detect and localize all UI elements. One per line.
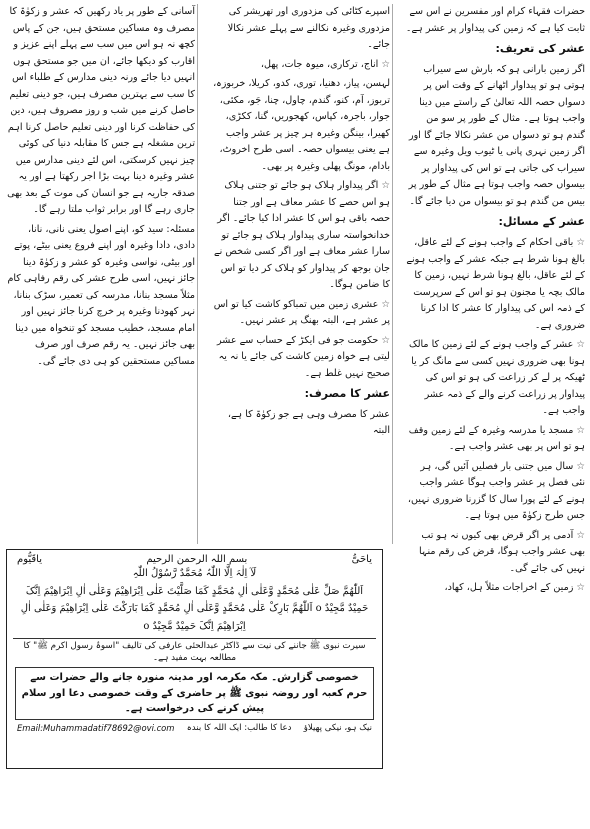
column-right: [405, 4, 585, 600]
bismillah-label: بسم اللہ الرحمن الرحیم: [146, 554, 248, 565]
issue-item: ☆ مسجد یا مدرسہ وغیرہ کے لئے زمین وقف ہو تو اس پر بھی عشر واجب ہے۔: [408, 424, 585, 453]
issue-item: ☆ سال میں جتنی بار فصلیں آئیں گی، ہر نئی فصل پر عشر واجب ہوگا عشر واجب ہونے کے لئے پورا سال کا گزرنا ضروری نہیں، جس طرح زکوٰۃ میں ہوتا ہے۔: [407, 460, 585, 522]
box-header: [7, 550, 382, 565]
crops-paragraph: لہسن، پیاز، دھنیا، توری، کدو، کریلا، خربوزہ، تربوز، آم، کنو، گندم، چاول، چنا، جَو، مکئی، جوار، باجرہ، کپاس، کھجوریں، گنا، ککڑی، کھیرا، بینگن وغیرہ ہر چیز پر عشر واجب ہے یعنی بیسواں حصہ۔ اسی طرح اخروٹ، بادام، مونگ پھلی وغیرہ پر بھی۔: [213, 78, 390, 172]
star-icon: ☆: [573, 237, 585, 249]
star-icon: ☆: [378, 180, 390, 191]
reference-note: سیرت نبوی ﷺ جاننے کی نیت سے ڈاکٹر عبدالحئی عارفی کی تالیف "اسوۂ رسول اکرم ﷺ" کا مطالعہ بہت مفید ہے۔: [13, 638, 376, 663]
column-divider: [392, 4, 393, 544]
recipients-paragraph: عشر کا مصرف وہی ہے جو زکوٰۃ کا ہے، البتہ: [227, 408, 390, 437]
intro-paragraph: حضرات فقہاء کرام اور مفسرین نے اس سے ثابت کیا ہے کہ زمین کی پیداوار پر عشر ہے۔: [405, 6, 585, 34]
slogan-text: نیک ہو، نیکی پھیلاؤ: [303, 722, 372, 733]
star-icon: ☆: [573, 424, 585, 436]
issue-item: ☆ باقی احکام کے واجب ہونے کے لئے عاقل، بالغ ہونا شرط ہے جبکہ عشر کے واجب ہونے کے لئے عاقل، بالغ ہونا شرط نہیں، زمین کا مالک بچہ یا مجنون ہو تو اس کے سرپرست کے ذمہ اس کی پیداوار کا عشر کا ادا کرنا ضروری ہے۔: [406, 237, 585, 331]
ya-hayyu-label: یاحَیُّ: [351, 554, 372, 565]
box-footer: [7, 720, 382, 733]
heading-definition: عشر کی تعریف:: [495, 42, 585, 55]
special-request: خصوصی گزارش۔ مکہ مکرمہ اور مدینہ منورہ جانے والے حضرات سے حرم کعبہ اور روضہ نبوی ﷺ پر حاضری کے وقت خصوصی دعا اور سلام پیش کرنے کی درخواست ہے۔: [15, 667, 374, 720]
star-icon: ☆: [378, 298, 390, 310]
star-icon: ☆: [378, 334, 390, 346]
masala-paragraph: مسئلہ: سید کو، اپنے اصول یعنی نانی، نانا، دادی، دادا وغیرہ اور اپنے فروع یعنی بیٹے، پوتے اور بیٹی، نواسی وغیرہ کو عشر و زکوٰۃ دینا جائز نہیں، اسی طرح عشر کی رقم رفاہی کام مثلاً مسجد بنانا، مدرسہ کی تعمیر، سڑک بنانا، نہر کھودنا وغیرہ پر خرچ کرنا جائز نہیں اور امام مسجد، خطیب مسجد کو تنخواہ میں دینا بھی جائز نہیں۔ یہ رقم صرف اور صرف مساکین مستحقین کو ہی دی جائے گی۔: [7, 223, 195, 367]
column-divider: [197, 4, 198, 544]
kalima-text: لَآ اِلٰہَ اِلَّا اللّٰہُ مُحَمَّدٌ رَّسُوْلُ اللّٰہِ: [132, 568, 257, 579]
star-icon: ☆: [378, 58, 390, 70]
issue-item: ☆ اناج، ترکاری، میوہ جات، پھل،: [260, 58, 390, 70]
star-icon: ☆: [573, 529, 585, 541]
dua-text: دعا کا طالب: ایک اللہ کا بندہ: [186, 722, 292, 733]
star-icon: ☆: [573, 460, 585, 472]
expenses-paragraph: اسپرے کٹائی کی مزدوری اور تھریشر کی مزدوری وغیرہ نکالنے سے پہلے عشر نکالا جائے۔: [227, 6, 390, 50]
recipients-continued: آسانی کے طور پر یاد رکھیں کہ عشر و زکوٰۃ کا مصرف وہ مساکین مستحق ہیں، جن کے پاس کچھ نہ ہو اس میں سب سے پہلے اپنے عزیز و اقارب کو دیکھا جائے، ان میں جو مستحق ہوں انہیں دیا جائے ورنہ دینی مدارس کے طلباء اس کا سب سے بہترین مصرف ہیں، جو دینی تعلیم حاصل کرنے میں شب و روز مصروف ہیں، دین کی حفاظت کرنا اور دینی تعلیم حاصل کرنا اہم ترین مشغلہ ہے جس کا مقابلہ دنیا کی کوئی چیز نہیں کرسکتی، اس لئے دینی مدارس میں عشر وغیرہ دینا بہت بڑا اجر رکھتا ہے اور یہ صدقہ جاریہ ہے جو انسان کی موت کے بعد بھی جاری رہے گا اور برابر ثواب ملتا رہے گا۔: [7, 6, 195, 215]
issue-item: ☆ اگر پیداوار ہلاک ہو جائے تو جتنی ہلاک ہو اس حصے کا عشر معاف ہے اور جتنا حصہ باقی ہو اس کا عشر ادا کیا جائے۔ اگر خدانخواستہ ساری پیداوار ہلاک ہو جائے تو سارا عشر معاف ہے اور اگر کسی شخص نے جان بوجھ کر پیداوار کو ہلاک کر دیا تو اس کا ضامن ہوگا۔: [214, 180, 390, 290]
star-icon: ☆: [573, 582, 585, 594]
heading-issues: عشر کے مسائل:: [498, 215, 585, 229]
issue-item: ☆ عشر کے واجب ہونے کے لئے زمین کا مالک ہونا بھی ضروری نہیں کسی سے مانگ کر یا ٹھیکہ پر لے کر زراعت کی ہو تو اس کی پیداوار پر زراعت کرنے والے کے ذمہ عشر واجب ہے۔: [409, 339, 585, 417]
star-icon: ☆: [573, 339, 585, 351]
heading-recipients: عشر کا مصرف:: [304, 387, 390, 400]
durood-box: [6, 549, 383, 769]
issue-item: ☆ عشری زمین میں تمباکو کاشت کیا تو اس پر عشر ہے، البتہ بھنگ پر عشر نہیں۔: [213, 298, 390, 326]
durood-text: اَللّٰھُمَّ صَلِّ عَلٰی مُحَمَّدٍ وَّعَلٰی اٰلِ مُحَمَّدٍ کَمَا صَلَّیْتَ عَلٰی اِبْرَاھِیْمَ وَعَلٰی اٰلِ اِبْرَاھِیْمَ اِنَّکَ حَمِیْدٌ مَّجِیْدٌ o اَللّٰھُمَّ بَارِکْ عَلٰی مُحَمَّدٍ وَّعَلٰی اٰلِ مُحَمَّدٍ کَمَا بَارَکْتَ عَلٰی اِبْرَاھِیْمَ وَعَلٰی اٰلِ اِبْرَاھِیْمَ اِنَّکَ حَمِیْدٌ مَّجِیْدٌ o: [20, 585, 369, 632]
issue-item: ☆ زمین کے اخراجات مثلاً ہل، کھاد،: [444, 582, 585, 594]
email-text: Email:Muhammadatif78692@ovi.com: [17, 722, 175, 733]
issue-item: ☆ حکومت جو فی ایکڑ کے حساب سے عشر لیتی ہے خواہ زمین کاشت کی جائے یا نہ یہ صحیح نہیں غلط ہے۔: [216, 334, 390, 379]
ya-qayyum-label: یاقَیُّوم: [17, 554, 42, 565]
definition-paragraph: اگر زمین بارانی ہو کہ بارش سے سیراب ہوتی ہو تو پیداوار اٹھانے کے وقت اس پر دسواں حصہ اللہ تعالیٰ کے راستے میں دینا واجب ہوتا ہے۔ مثال کے طور پر سو من گندم ہو تو دسواں من عشر نکالا جائے گا اور اگر زمین نہری پانی یا ٹیوب ویل وغیرہ سے سیراب کی جاتی ہے تو اس کی پیداوار پر بیسواں حصہ واجب ہوتا ہے مثال کے طور پر بیس من گندم ہو تو بیسواں من دیا جائے گا۔: [408, 63, 585, 207]
issue-item: ☆ آدمی پر اگر قرض بھی کیوں نہ ہو تب بھی عشر واجب ہوگا، قرض کی رقم منہا نہیں کی جائے گی۔: [418, 529, 585, 574]
column-middle: [212, 4, 390, 443]
column-left: [5, 4, 195, 373]
